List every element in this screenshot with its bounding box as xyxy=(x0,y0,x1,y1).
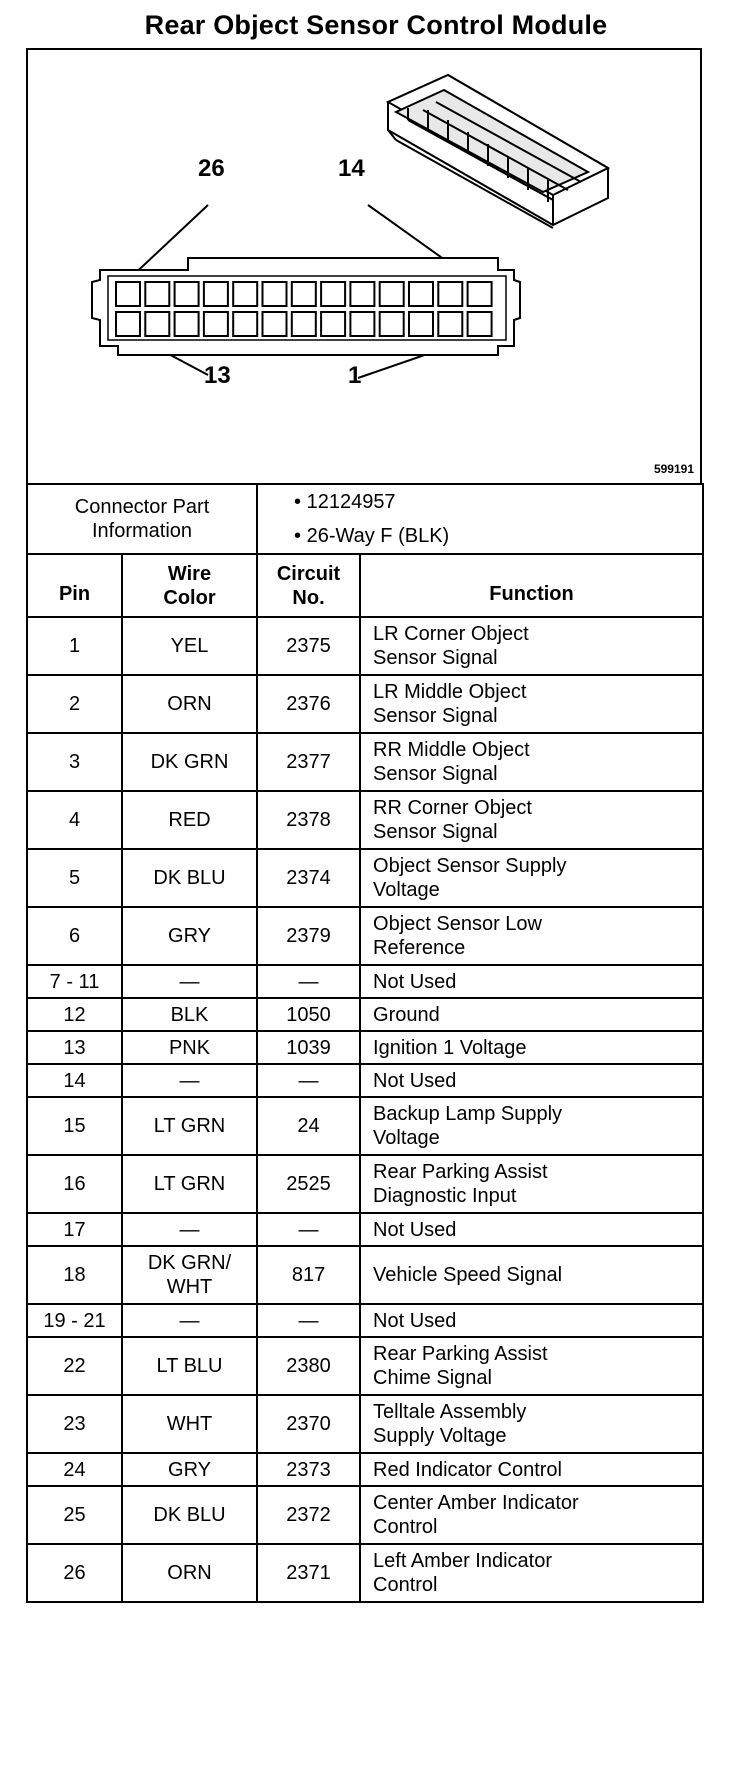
table-row xyxy=(27,907,703,965)
pin-cell: 1 xyxy=(27,617,122,675)
circuit-cell: 1039 xyxy=(257,1031,360,1064)
callout-26: 26 xyxy=(198,155,225,182)
terminal-cavity xyxy=(145,282,169,306)
table-row xyxy=(27,617,703,675)
pin-cell: 22 xyxy=(27,1337,122,1395)
pin-cell: 19 - 21 xyxy=(27,1304,122,1337)
wire-color-cell: DK GRN/ WHT xyxy=(122,1246,257,1304)
wire-color-cell: — xyxy=(122,1304,257,1337)
terminal-cavity xyxy=(292,312,316,336)
table-row xyxy=(27,1155,703,1213)
table-row xyxy=(27,675,703,733)
figure-id: 599191 xyxy=(653,462,694,476)
wire-color-cell: DK BLU xyxy=(122,1486,257,1544)
circuit-cell: 2372 xyxy=(257,1486,360,1544)
table-row xyxy=(27,1097,703,1155)
connector-part-label: Connector Part Information xyxy=(27,484,257,554)
connector-figure xyxy=(26,48,702,485)
circuit-cell: 2376 xyxy=(257,675,360,733)
function-cell: Rear Parking Assist Chime Signal xyxy=(360,1337,703,1395)
circuit-cell: — xyxy=(257,1064,360,1097)
terminal-cavity xyxy=(145,312,169,336)
pin-cell: 16 xyxy=(27,1155,122,1213)
terminal-cavity xyxy=(263,282,287,306)
wire-color-cell: PNK xyxy=(122,1031,257,1064)
pin-cell: 26 xyxy=(27,1544,122,1602)
terminal-cavity xyxy=(175,282,199,306)
terminal-cavity xyxy=(350,312,374,336)
wire-color-cell: LT GRN xyxy=(122,1097,257,1155)
circuit-cell: — xyxy=(257,1213,360,1246)
terminal-cavity xyxy=(380,282,404,306)
wire-color-cell: BLK xyxy=(122,998,257,1031)
circuit-cell: 24 xyxy=(257,1097,360,1155)
circuit-cell: — xyxy=(257,965,360,998)
wire-color-cell: GRY xyxy=(122,907,257,965)
function-cell: Ignition 1 Voltage xyxy=(360,1031,703,1064)
circuit-cell: 1050 xyxy=(257,998,360,1031)
circuit-cell: — xyxy=(257,1304,360,1337)
table-row xyxy=(27,791,703,849)
table-row xyxy=(27,733,703,791)
table-row xyxy=(27,965,703,998)
table-row xyxy=(27,1064,703,1097)
pin-cell: 23 xyxy=(27,1395,122,1453)
circuit-cell: 2371 xyxy=(257,1544,360,1602)
table-row xyxy=(27,849,703,907)
circuit-cell: 2379 xyxy=(257,907,360,965)
terminal-cavity xyxy=(468,312,492,336)
terminal-cavity xyxy=(438,312,462,336)
table-row xyxy=(27,1337,703,1395)
pin-cell: 15 xyxy=(27,1097,122,1155)
connector-info-row xyxy=(27,484,703,554)
document-title: Rear Object Sensor Control Module xyxy=(144,10,608,40)
function-cell: Red Indicator Control xyxy=(360,1453,703,1486)
circuit-cell: 2375 xyxy=(257,617,360,675)
wire-color-cell: GRY xyxy=(122,1453,257,1486)
pin-cell: 3 xyxy=(27,733,122,791)
pin-cell: 5 xyxy=(27,849,122,907)
terminal-cavity xyxy=(175,312,199,336)
function-cell: RR Corner Object Sensor Signal xyxy=(360,791,703,849)
function-cell: Not Used xyxy=(360,1064,703,1097)
pin-cell: 14 xyxy=(27,1064,122,1097)
pinout-table xyxy=(26,483,704,1603)
wire-color-cell: YEL xyxy=(122,617,257,675)
circuit-cell: 817 xyxy=(257,1246,360,1304)
function-cell: Backup Lamp Supply Voltage xyxy=(360,1097,703,1155)
wire-color-cell: DK BLU xyxy=(122,849,257,907)
terminal-cavity xyxy=(321,312,345,336)
table-row xyxy=(27,1453,703,1486)
table-row xyxy=(27,1395,703,1453)
terminal-cavity xyxy=(204,282,228,306)
function-cell: Not Used xyxy=(360,1304,703,1337)
table-row xyxy=(27,1544,703,1602)
connector-type: • 26-Way F (BLK) xyxy=(294,525,450,547)
table-row xyxy=(27,1304,703,1337)
terminal-cavity xyxy=(409,282,433,306)
pin-cell: 6 xyxy=(27,907,122,965)
function-cell: Object Sensor Supply Voltage xyxy=(360,849,703,907)
terminal-cavity xyxy=(116,282,140,306)
terminal-cavity xyxy=(468,282,492,306)
wire-color-cell: — xyxy=(122,1064,257,1097)
table-row xyxy=(27,1246,703,1304)
terminal-cavity xyxy=(204,312,228,336)
header-function: Function xyxy=(360,554,703,617)
circuit-cell: 2370 xyxy=(257,1395,360,1453)
terminal-cavity xyxy=(233,282,257,306)
pin-cell: 12 xyxy=(27,998,122,1031)
wire-color-cell: ORN xyxy=(122,675,257,733)
pin-cell: 25 xyxy=(27,1486,122,1544)
pin-cell: 2 xyxy=(27,675,122,733)
circuit-cell: 2373 xyxy=(257,1453,360,1486)
pin-cell: 13 xyxy=(27,1031,122,1064)
header-row xyxy=(27,554,703,617)
circuit-cell: 2378 xyxy=(257,791,360,849)
table-row xyxy=(27,998,703,1031)
table-row xyxy=(27,1031,703,1064)
wire-color-cell: WHT xyxy=(122,1395,257,1453)
terminal-cavity xyxy=(350,282,374,306)
callout-13: 13 xyxy=(204,362,231,389)
table-row xyxy=(27,1213,703,1246)
terminal-cavity xyxy=(380,312,404,336)
terminal-cavity xyxy=(116,312,140,336)
function-cell: Not Used xyxy=(360,965,703,998)
function-cell: LR Middle Object Sensor Signal xyxy=(360,675,703,733)
callout-14: 14 xyxy=(338,155,365,182)
connector-perspective-icon xyxy=(388,75,608,228)
pin-cell: 7 - 11 xyxy=(27,965,122,998)
pin-cell: 17 xyxy=(27,1213,122,1246)
function-cell: Vehicle Speed Signal xyxy=(360,1246,703,1304)
terminal-cavity xyxy=(321,282,345,306)
wire-color-cell: RED xyxy=(122,791,257,849)
function-cell: Telltale Assembly Supply Voltage xyxy=(360,1395,703,1453)
circuit-cell: 2377 xyxy=(257,733,360,791)
terminal-cavity xyxy=(438,282,462,306)
circuit-cell: 2380 xyxy=(257,1337,360,1395)
wire-color-cell: DK GRN xyxy=(122,733,257,791)
terminal-cavity xyxy=(263,312,287,336)
function-cell: Ground xyxy=(360,998,703,1031)
terminal-cavity xyxy=(409,312,433,336)
header-wire-color: Wire Color xyxy=(122,554,257,617)
terminal-cavity xyxy=(292,282,316,306)
wire-color-cell: LT BLU xyxy=(122,1337,257,1395)
wire-color-cell: LT GRN xyxy=(122,1155,257,1213)
function-cell: Center Amber Indicator Control xyxy=(360,1486,703,1544)
function-cell: Rear Parking Assist Diagnostic Input xyxy=(360,1155,703,1213)
callout-1: 1 xyxy=(348,362,362,389)
function-cell: LR Corner Object Sensor Signal xyxy=(360,617,703,675)
header-pin: Pin xyxy=(27,554,122,617)
pin-cell: 24 xyxy=(27,1453,122,1486)
circuit-cell: 2525 xyxy=(257,1155,360,1213)
function-cell: Not Used xyxy=(360,1213,703,1246)
wire-color-cell: — xyxy=(122,1213,257,1246)
wire-color-cell: ORN xyxy=(122,1544,257,1602)
connector-illustration xyxy=(28,50,700,483)
header-circuit: Circuit No. xyxy=(257,554,360,617)
function-cell: RR Middle Object Sensor Signal xyxy=(360,733,703,791)
connector-part-info xyxy=(257,484,703,554)
table-row xyxy=(27,1486,703,1544)
wire-color-cell: — xyxy=(122,965,257,998)
terminal-cavity xyxy=(233,312,257,336)
function-cell: Object Sensor Low Reference xyxy=(360,907,703,965)
function-cell: Left Amber Indicator Control xyxy=(360,1544,703,1602)
connector-part-number: • 12124957 xyxy=(294,491,396,513)
pin-cell: 18 xyxy=(27,1246,122,1304)
circuit-cell: 2374 xyxy=(257,849,360,907)
pin-cell: 4 xyxy=(27,791,122,849)
